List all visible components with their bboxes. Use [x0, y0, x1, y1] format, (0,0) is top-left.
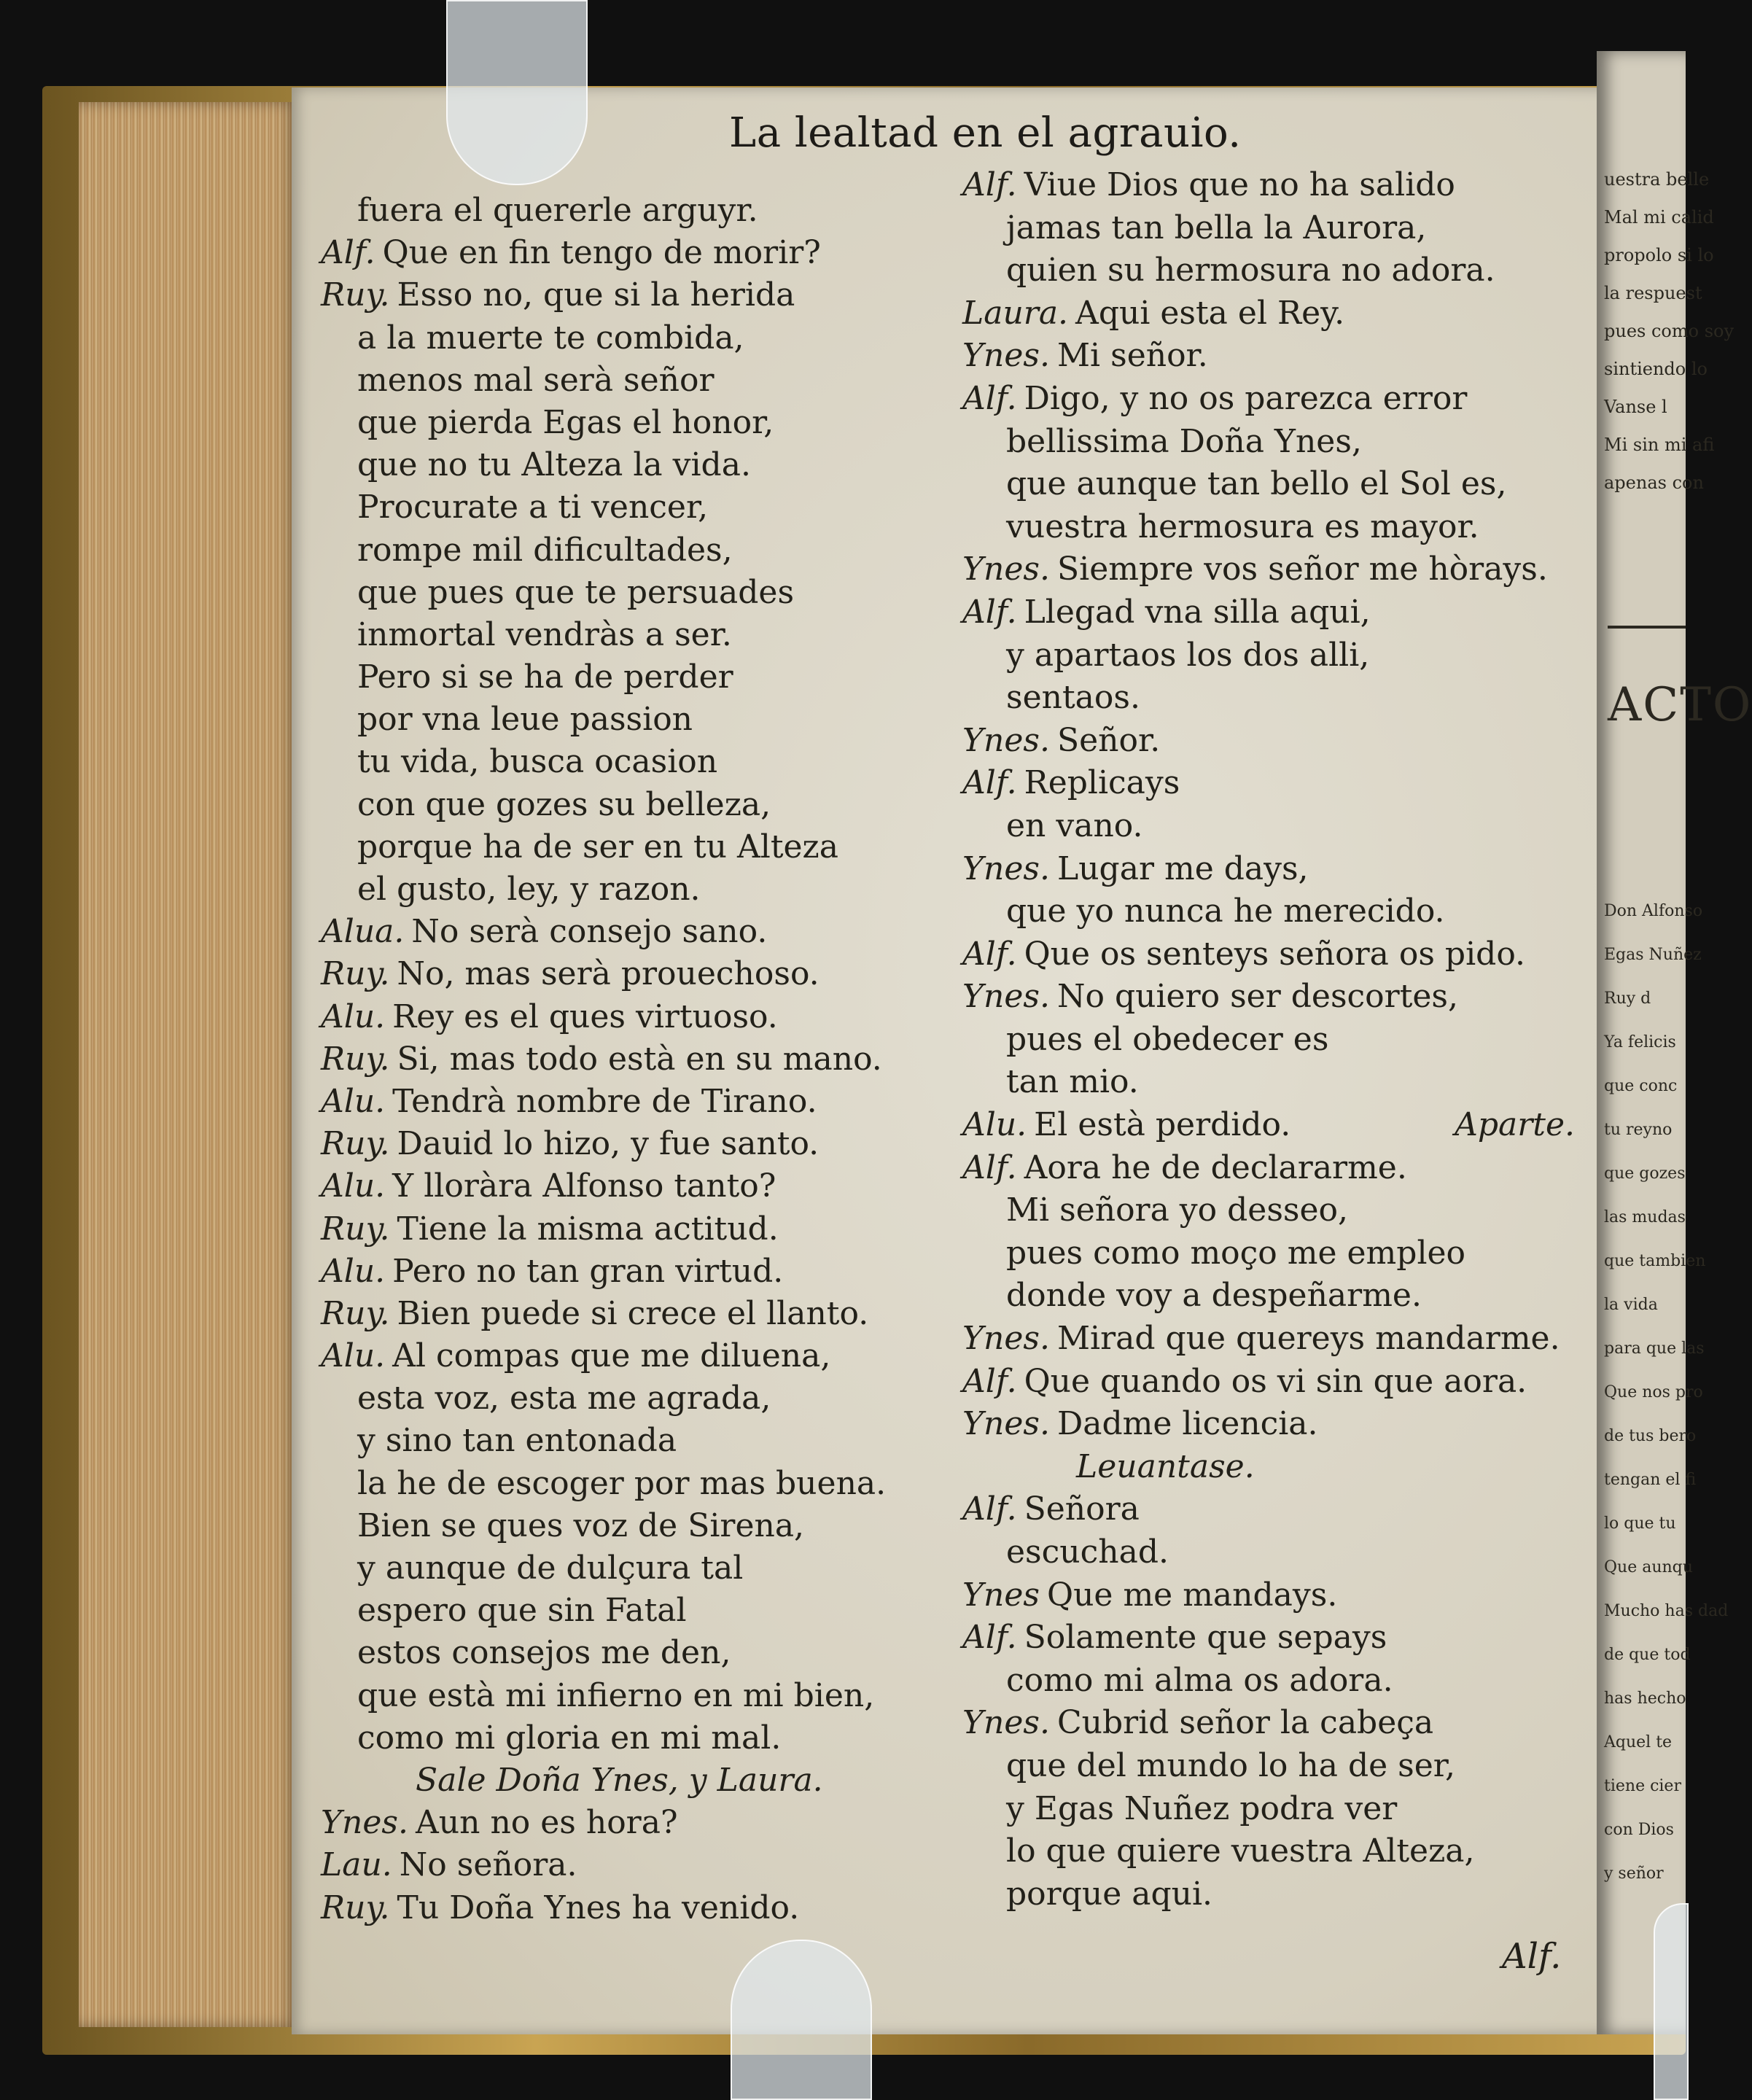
stage-direction: Leuantase. [1076, 1447, 1255, 1485]
verse-line [321, 1420, 948, 1462]
verse-text: El està perdido. [1034, 1106, 1291, 1144]
verse-line [321, 1632, 948, 1674]
next-page-fragment: propolo si lo [1604, 245, 1714, 265]
verse-line [962, 1147, 1589, 1190]
verse-line [962, 1104, 1589, 1147]
verse-line [321, 444, 948, 486]
speaker-label: Alf. [962, 593, 1017, 631]
verse-text: No, mas serà prouechoso. [397, 955, 819, 993]
speaker-label: Ynes. [321, 1804, 408, 1842]
verse-text: Dadme licencia. [1057, 1405, 1318, 1443]
verse-text: Aqui esta el Rey. [1075, 294, 1345, 332]
verse-text: lo que quiere vuestra Alteza, [1006, 1832, 1475, 1870]
verse-text: quien su hermosura no adora. [1006, 252, 1495, 289]
next-page-fragment: y señor [1604, 1864, 1664, 1883]
verse-line [962, 1873, 1589, 1916]
verse-line [962, 1488, 1589, 1531]
next-page-rule [1608, 626, 1686, 629]
verse-text: con que gozes su belleza, [357, 785, 771, 823]
speaker-label: Lau. [321, 1846, 392, 1884]
verse-text: que del mundo lo ha de ser, [1006, 1746, 1455, 1784]
next-page-fragment: tiene cier [1604, 1777, 1681, 1795]
next-page-fragment: sintiendo lo [1604, 359, 1708, 379]
verse-text: la he de escoger por mas buena. [357, 1464, 887, 1502]
verse-text: bellissima Doña Ynes, [1006, 422, 1362, 460]
verse-text: Si, mas todo està en su mano. [397, 1040, 882, 1078]
speaker-label: Ynes. [962, 721, 1050, 759]
verse-text: esta voz, esta me agrada, [357, 1380, 771, 1418]
verse-line [321, 1123, 948, 1165]
verse-text: Mi señor. [1057, 337, 1208, 375]
running-head: La lealtad en el agrauio. [729, 109, 1242, 157]
verse-line [962, 890, 1589, 933]
verse-text: Tiene la misma actitud. [397, 1210, 779, 1248]
verse-text: porque aqui. [1006, 1875, 1213, 1913]
speaker-label: Alf. [962, 166, 1017, 203]
speaker-label: Ynes. [962, 1320, 1050, 1358]
speaker-label: Alf. [962, 764, 1017, 802]
verse-text: a la muerte te combida, [357, 319, 744, 357]
verse-text: Aun no es hora? [416, 1804, 678, 1842]
verse-text: Que os senteys señora os pido. [1024, 935, 1526, 973]
verse-text: Tu Doña Ynes ha venido. [397, 1889, 800, 1926]
next-page-fragment: Mi sin mi afi [1604, 435, 1715, 455]
verse-line [321, 572, 948, 614]
verse-text: sentaos. [1006, 679, 1140, 717]
verse-line [962, 164, 1589, 207]
speaker-label: Alf. [962, 1362, 1017, 1400]
next-page-fragment: que tambien [1604, 1252, 1706, 1270]
verse-line [962, 548, 1589, 591]
verse-line [962, 1531, 1589, 1574]
next-page-fragment: Que aunqu [1604, 1558, 1693, 1576]
verse-line [321, 1251, 948, 1293]
verse-line [962, 1745, 1589, 1788]
verse-text: que està mi infierno en mi bien, [357, 1676, 875, 1714]
speaker-label: Alf. [962, 1619, 1017, 1657]
speaker-label: Ynes. [962, 849, 1050, 887]
verse-text: donde voy a despeñarme. [1006, 1277, 1422, 1315]
verse-line [962, 1660, 1589, 1703]
verse-line [321, 1802, 948, 1844]
verse-text: que no tu Alteza la vida. [357, 446, 751, 484]
verse-text: Dauid lo hizo, y fue santo. [397, 1125, 819, 1163]
verse-line [321, 656, 948, 699]
verse-text: Que en fin tengo de morir? [382, 234, 821, 272]
verse-text: Bien puede si crece el llanto. [397, 1294, 869, 1332]
next-page-fragment: tu reyno [1604, 1121, 1673, 1139]
verse-line [321, 1887, 948, 1929]
verse-line [321, 1547, 948, 1590]
speaker-label: Ynes. [962, 551, 1050, 588]
next-page-fragment: la vida [1604, 1296, 1658, 1314]
verse-line [962, 1275, 1589, 1318]
verse-line [321, 1759, 948, 1802]
verse-text: jamas tan bella la Aurora, [1006, 209, 1427, 246]
speaker-label: Alu. [962, 1106, 1027, 1144]
verse-line [962, 805, 1589, 848]
verse-line [321, 826, 948, 868]
verse-line [962, 1788, 1589, 1831]
verse-line [321, 232, 948, 274]
verse-text: Replicays [1024, 764, 1180, 802]
next-page-text-top [1604, 160, 1735, 502]
verse-line [962, 720, 1589, 763]
verse-text: vuestra hermosura es mayor. [1006, 508, 1479, 545]
verse-line [962, 249, 1589, 292]
verse-text: Solamente que sepays [1024, 1619, 1387, 1657]
next-page-fragment: que conc [1604, 1077, 1678, 1095]
next-page-fragment: Ruy d [1604, 989, 1651, 1008]
speaker-label: Alf. [962, 379, 1017, 417]
speaker-label: Alf. [962, 935, 1017, 973]
speaker-label: Ynes. [962, 978, 1050, 1016]
verse-text: Esso no, que si la herida [397, 276, 795, 314]
next-page-fragment: las mudas [1604, 1208, 1686, 1226]
next-page-fragment: Mal mi calid [1604, 207, 1714, 228]
verse-text: el gusto, ley, y razon. [357, 871, 701, 908]
next-page-fragment: Que nos pro [1604, 1383, 1703, 1401]
verse-text: tu vida, busca ocasion [357, 743, 718, 781]
verse-line [962, 1318, 1589, 1361]
verse-text: que pierda Egas el honor, [357, 403, 774, 441]
verse-line [962, 1061, 1589, 1104]
verse-text: Y lloràra Alfonso tanto? [392, 1167, 776, 1205]
page-clip-bottom [731, 1940, 872, 2100]
verse-line [962, 1702, 1589, 1745]
next-page-fragment: Vanse l [1604, 397, 1667, 417]
verse-line [962, 378, 1589, 421]
verse-line [321, 911, 948, 953]
speaker-label: Alu. [321, 1167, 386, 1205]
verse-text: y sino tan entonada [357, 1422, 677, 1460]
page-edges [79, 102, 297, 2027]
next-page-fragment: has hecho [1604, 1689, 1686, 1708]
verse-text: No serà consejo sano. [411, 913, 768, 951]
speaker-label: Ruy. [321, 276, 390, 314]
verse-line [321, 317, 948, 359]
verse-line [321, 359, 948, 402]
next-page-fragment: uestra belle [1604, 169, 1710, 190]
verse-line [321, 1165, 948, 1208]
verse-text: Cubrid señor la cabeça [1057, 1704, 1434, 1742]
verse-line [321, 529, 948, 572]
verse-text: fuera el quererle arguyr. [357, 192, 758, 229]
verse-line [321, 1675, 948, 1717]
next-page-fragment: apenas con [1604, 472, 1704, 493]
aside-direction: Aparte. [1455, 1106, 1575, 1144]
speaker-label: Ruy. [321, 1040, 390, 1078]
speaker-label: Ruy. [321, 1294, 390, 1332]
verse-text: inmortal vendràs a ser. [357, 615, 732, 653]
speaker-label: Alu. [321, 998, 386, 1035]
next-page-fragment: con Dios [1604, 1821, 1674, 1839]
speaker-label: Ruy. [321, 1210, 390, 1248]
verse-text: espero que sin Fatal [357, 1592, 687, 1630]
next-page-fragment: de que tod [1604, 1646, 1691, 1664]
verse-text: que pues que te persuades [357, 573, 795, 611]
verse-text: por vna leue passion [357, 701, 693, 739]
verse-text: escuchad. [1006, 1533, 1169, 1571]
speaker-label: Alf. [962, 1148, 1017, 1186]
verse-line [962, 463, 1589, 506]
verse-line [321, 486, 948, 529]
verse-text: Siempre vos señor me hòrays. [1057, 551, 1548, 588]
verse-line [962, 1189, 1589, 1232]
verse-line [321, 953, 948, 995]
verse-line [962, 848, 1589, 891]
verse-line [321, 1505, 948, 1547]
verse-text: Llegad vna silla aqui, [1024, 593, 1371, 631]
verse-text: porque ha de ser en tu Alteza [357, 828, 838, 866]
verse-text: y aunque de dulçura tal [357, 1549, 744, 1587]
verse-line [962, 1830, 1589, 1873]
next-page-fragment: Mucho has dad [1604, 1602, 1729, 1620]
verse-line [321, 1590, 948, 1632]
verse-line [962, 933, 1589, 976]
verse-line [962, 1403, 1589, 1446]
verse-line [321, 402, 948, 444]
verse-text: Al compas que me diluena, [392, 1337, 831, 1375]
next-page-fragment: que gozes [1604, 1164, 1686, 1183]
speaker-label: Ruy. [321, 1125, 390, 1163]
verse-line [962, 292, 1589, 335]
verse-line [962, 207, 1589, 250]
next-page-fragment: Ya felicis [1604, 1033, 1676, 1051]
verse-line [962, 1361, 1589, 1404]
verse-line [962, 1019, 1589, 1062]
next-page-fragment: tengan el fi [1604, 1471, 1697, 1489]
verse-text: Señora [1024, 1490, 1140, 1528]
verse-text: menos mal serà señor [357, 361, 715, 399]
next-page-act-heading: ACTO [1608, 678, 1752, 732]
verse-line [962, 421, 1589, 464]
stage-direction: Sale Doña Ynes, y Laura. [416, 1761, 823, 1799]
right-column [962, 164, 1589, 1916]
verse-text: como mi gloria en mi mal. [357, 1719, 782, 1757]
verse-text: Señor. [1057, 721, 1161, 759]
speaker-label: Ynes. [962, 1405, 1050, 1443]
verse-text: Que quando os vi sin que aora. [1024, 1362, 1527, 1400]
verse-text: estos consejos me den, [357, 1634, 731, 1672]
speaker-label: Alu. [321, 1082, 386, 1120]
verse-text: Rey es el ques virtuoso. [392, 998, 778, 1035]
speaker-label: Ruy. [321, 955, 390, 993]
verse-text: Que me mandays. [1047, 1576, 1338, 1614]
speaker-label: Alf. [962, 1490, 1017, 1528]
verse-text: rompe mil dificultades, [357, 531, 733, 569]
verse-line [962, 976, 1589, 1019]
verse-line [962, 335, 1589, 378]
speaker-label: Ynes. [962, 1704, 1050, 1742]
next-page-fragment: la respuest [1604, 283, 1702, 303]
verse-text: como mi alma os adora. [1006, 1661, 1393, 1699]
verse-text: pues como moço me empleo [1006, 1234, 1466, 1272]
verse-line [321, 274, 948, 316]
verse-line [962, 677, 1589, 720]
verse-text: Pero si se ha de perder [357, 658, 733, 696]
next-page-fragment: lo que tu [1604, 1514, 1676, 1533]
verse-text: y Egas Nuñez podra ver [1006, 1789, 1398, 1827]
verse-line [962, 1574, 1589, 1617]
verse-text: No quiero ser descortes, [1057, 978, 1458, 1016]
next-page-fragment: de tus bero [1604, 1427, 1697, 1445]
verse-text: Lugar me days, [1057, 849, 1309, 887]
verse-text: tan mio. [1006, 1063, 1139, 1101]
verse-text: Viue Dios que no ha salido [1024, 166, 1455, 203]
verse-text: Mirad que quereys mandarme. [1057, 1320, 1560, 1358]
verse-line [962, 506, 1589, 549]
next-page-text-bottom [1604, 890, 1729, 1896]
verse-line [321, 190, 948, 232]
verse-line [321, 1081, 948, 1123]
verse-text: que aunque tan bello el Sol es, [1006, 465, 1507, 503]
verse-line [962, 762, 1589, 805]
verse-line [321, 1038, 948, 1081]
verse-line [962, 1617, 1589, 1660]
speaker-label: Alua. [321, 913, 405, 951]
verse-line [962, 1232, 1589, 1275]
speaker-label: Alu. [321, 1337, 386, 1375]
verse-line [321, 1208, 948, 1251]
left-column [321, 190, 948, 1929]
next-page-fragment: Don Alfonso [1604, 902, 1703, 920]
speaker-label: Alu. [321, 1252, 386, 1290]
next-page-fragment: Aquel te [1604, 1733, 1673, 1751]
verse-text: Tendrà nombre de Tirano. [392, 1082, 817, 1120]
speaker-label: Ruy. [321, 1889, 390, 1926]
verse-text: en vano. [1006, 806, 1143, 844]
next-page-fragment: Egas Nuñez [1604, 946, 1702, 964]
verse-line [962, 634, 1589, 677]
verse-text: Mi señora yo desseo, [1006, 1191, 1349, 1229]
verse-line [962, 591, 1589, 634]
next-page-fragment: para que las [1604, 1339, 1705, 1358]
verse-text: pues el obedecer es [1006, 1020, 1329, 1058]
speaker-label: Laura. [962, 294, 1069, 332]
speaker-label: Ynes. [962, 337, 1050, 375]
catchword: Alf. [1502, 1936, 1562, 1977]
page-clip-right [1654, 1903, 1689, 2100]
verse-line [321, 1335, 948, 1377]
speaker-label: Alf. [321, 234, 375, 272]
verse-text: que yo nunca he merecido. [1006, 892, 1445, 930]
verse-line [321, 1377, 948, 1420]
verse-text: Aora he de declararme. [1024, 1148, 1407, 1186]
page-clip-top [446, 0, 588, 185]
verse-text: Procurate a ti vencer, [357, 489, 709, 526]
verse-text: Digo, y no os parezca error [1024, 379, 1468, 417]
verse-text: No señora. [399, 1846, 577, 1884]
verse-line [321, 1717, 948, 1759]
verse-text: y apartaos los dos alli, [1006, 636, 1370, 674]
verse-line [321, 614, 948, 656]
verse-line [321, 996, 948, 1038]
next-page-fragment: pues como soy [1604, 321, 1735, 341]
verse-line [321, 1844, 948, 1886]
verse-text: Pero no tan gran virtud. [392, 1252, 784, 1290]
verse-line [321, 741, 948, 783]
verse-line [321, 868, 948, 911]
verse-line [321, 784, 948, 826]
speaker-label: Ynes [962, 1576, 1040, 1614]
verse-line [321, 699, 948, 741]
verse-text: Bien se ques voz de Sirena, [357, 1506, 805, 1544]
verse-line [321, 1293, 948, 1335]
verse-line [962, 1446, 1589, 1489]
verse-line [321, 1463, 948, 1505]
